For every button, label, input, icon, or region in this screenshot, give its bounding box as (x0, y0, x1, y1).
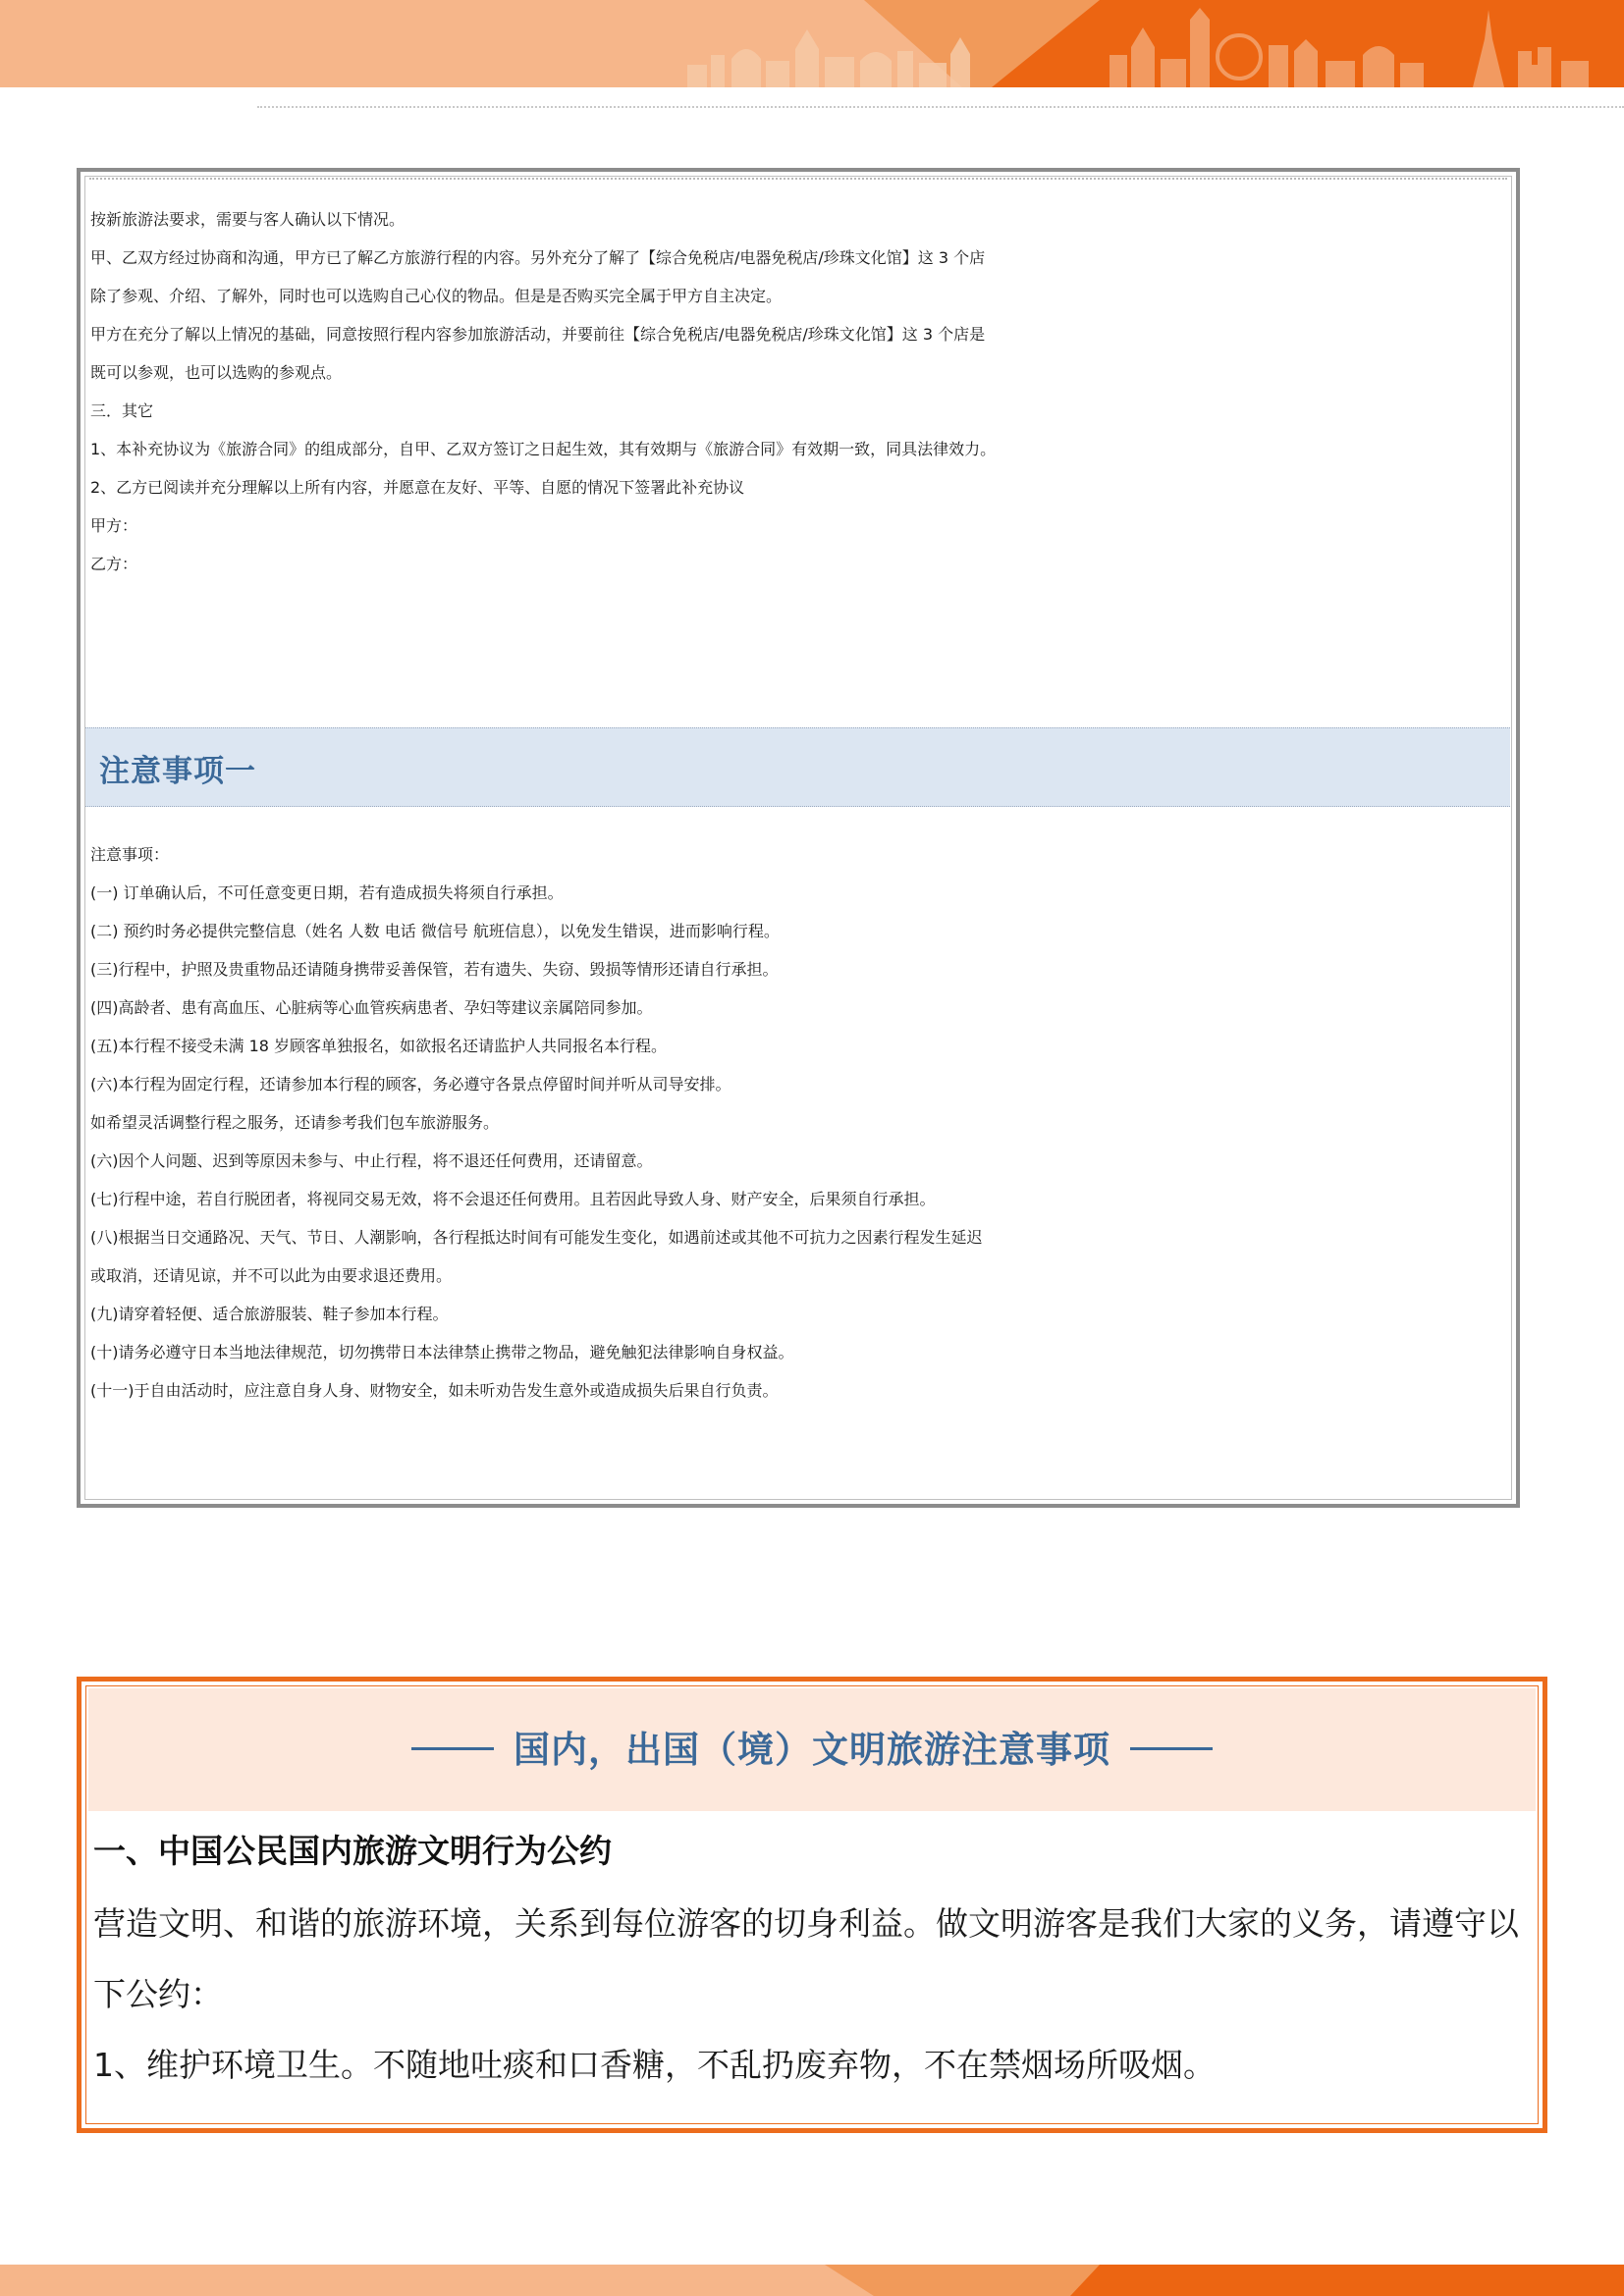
notice-item: (五)本行程不接受未满 18 岁顾客单独报名，如欲报名还请监护人共同报名本行程。 (90, 1037, 668, 1055)
other-heading: 三．其它 (90, 401, 154, 420)
footer-band-graphic (0, 2265, 1624, 2296)
convention-body (93, 1889, 1537, 2101)
convention-line: 下公约： (93, 1975, 223, 2013)
notice-item: (三)行程中，护照及贵重物品还请随身携带妥善保管，若有遗失、失窃、毁损等情形还请自行承担。 (90, 960, 779, 979)
title-band (88, 1688, 1536, 1811)
footer-band (0, 2265, 1624, 2296)
party-a-label: 甲方： (90, 516, 138, 535)
notice-item: (二) 预约时务必提供完整信息（姓名 人数 电话 微信号 航班信息），以免发生错误，进而影响行程。 (90, 922, 780, 940)
party-b-label: 乙方： (90, 555, 138, 573)
notice-item: (八)根据当日交通路况、天气、节日、人潮影响，各行程抵达时间有可能发生变化，如遇前述或其他不可抗力之因素行程发生延迟 (90, 1228, 983, 1247)
notice-item: (四)高龄者、患有高血压、心脏病等心血管疾病患者、孕妇等建议亲属陪同参加。 (90, 998, 653, 1017)
agreement-line: 甲方在充分了解以上情况的基础，同意按照行程内容参加旅游活动，并要前往【综合免税店/电器免税店/珍珠文化馆】这 3 个店是 (90, 325, 986, 344)
agreement-line: 既可以参观，也可以选购的参观点。 (90, 363, 343, 382)
notice-item: 如希望灵活调整行程之服务，还请参考我们包车旅游服务。 (90, 1113, 500, 1132)
notice-item: (六)因个人问题、迟到等原因未参与、中止行程，将不退还任何费用，还请留意。 (90, 1151, 653, 1170)
supplementary-agreement (90, 191, 1504, 590)
convention-subheading: 一、中国公民国内旅游文明行为公约 (93, 1832, 612, 1870)
title-dash-right (1130, 1747, 1213, 1750)
notice-item: (十一)于自由活动时，应注意自身人身、财物安全，如未听劝告发生意外或造成损失后果自行负责。 (90, 1381, 779, 1400)
convention-line: 1、维护环境卫生。不随地吐痰和口香糖，不乱扔废弃物，不在禁烟场所吸烟。 (93, 2046, 1216, 2084)
civilized-travel-title-row (88, 1720, 1536, 1773)
notice-item: 或取消，还请见谅，并不可以此为由要求退还费用。 (90, 1266, 453, 1285)
notice-item: (六)本行程为固定行程，还请参加本行程的顾客，务必遵守各景点停留时间并听从司导安排。 (90, 1075, 731, 1094)
other-line: 2、乙方已阅读并充分理解以上所有内容，并愿意在友好、平等、自愿的情况下签署此补充协议 (90, 478, 745, 497)
header-band-graphic (0, 0, 1624, 87)
agreement-line: 按新旅游法要求，需要与客人确认以下情况。 (90, 210, 406, 229)
header-band (0, 0, 1624, 87)
notice-item: (一) 订单确认后，不可任意变更日期，若有造成损失将须自行承担。 (90, 883, 564, 902)
notice-list (90, 827, 1504, 1416)
notice-item: (十)请务必遵守日本当地法律规范，切勿携带日本法律禁止携带之物品，避免触犯法律影响自身权益。 (90, 1343, 794, 1362)
notice-section-header (85, 727, 1510, 807)
agreement-line: 甲、乙双方经过协商和沟通，甲方已了解乙方旅游行程的内容。另外充分了解了【综合免税店/电器免税店/珍珠文化馆】这 3 个店 (90, 248, 986, 267)
notice-section-title: 注意事项一 (99, 754, 256, 789)
other-line: 1、本补充协议为《旅游合同》的组成部分，自甲、乙双方签订之日起生效，其有效期与《旅游合同》有效期一致，同具法律效力。 (90, 440, 997, 458)
agreement-line: 除了参观、介绍、了解外，同时也可以选购自己心仪的物品。但是是否购买完全属于甲方自主决定。 (90, 287, 783, 305)
title-dash-left (411, 1747, 494, 1750)
convention-line: 营造文明、和谐的旅游环境，关系到每位游客的切身利益。做文明游客是我们大家的义务，请遵守以 (93, 1904, 1519, 1943)
notice-intro: 注意事项： (90, 845, 170, 864)
civilized-travel-title: 国内，出国（境）文明旅游注意事项 (514, 1729, 1110, 1771)
notice-item: (九)请穿着轻便、适合旅游服装、鞋子参加本行程。 (90, 1305, 449, 1323)
header-divider (257, 106, 1624, 108)
notice-item: (七)行程中途，若自行脱团者，将视同交易无效，将不会退还任何费用。且若因此导致人身、财产安全，后果须自行承担。 (90, 1190, 936, 1208)
